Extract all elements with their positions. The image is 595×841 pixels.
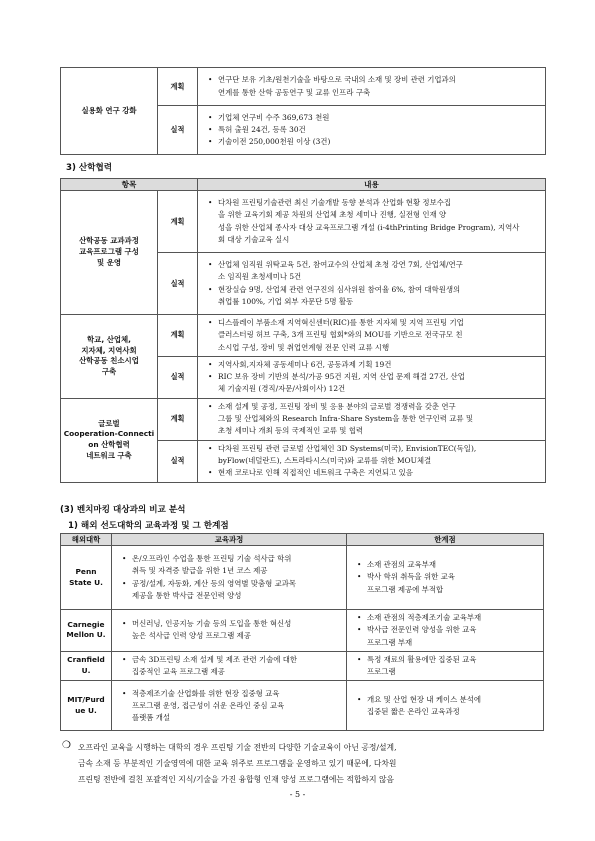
header-content: 내용 xyxy=(198,179,546,191)
kind-result: 실적 xyxy=(158,106,198,155)
section-title: 3) 산학협력 xyxy=(66,163,113,173)
list-item: • 기술이전 250,000천원 이상 (3건) xyxy=(218,136,541,148)
list-item: • 소재 관점의 적층제조기술 교육부재 xyxy=(367,612,539,624)
list-item: • 다차원 프린팅 관련 글로벌 산업체인 3D Systems(미국), EnvisionTEC(독일), byFlow(네덜란드), 스트라타시스(미국)와 교류를 위한 MOU체결 xyxy=(218,443,541,468)
row-header-curriculum: 산학공동 교과과정 교육프로그램 구성 및 운영 xyxy=(61,191,158,315)
university-name: MIT/Purd ue U. xyxy=(61,681,112,731)
list-item: • 온/오프라인 수업을 통한 프린팅 기술 석사급 학위 취득 및 자격증 발급을 위한 1년 코스 제공 xyxy=(132,553,342,578)
list-item: • 특정 재료의 활용에만 집중된 교육 프로그램 xyxy=(367,654,539,679)
list-item: • 박사급 전문인력 양성을 위한 교육 프로그램 부재 xyxy=(367,624,539,649)
page-number: - 5 - xyxy=(289,790,306,799)
kind-plan: 계획 xyxy=(158,191,198,253)
list-item: • RIC 보유 장비 기반의 분석/가공 95건 지원, 지역 산업 문제 해결 27건, 산업 체 기술지원 (경직/자문/사회이사) 12건 xyxy=(218,371,541,396)
section-subtitle: 1) 해외 선도대학의 교육과정 및 그 한계점 xyxy=(68,521,229,531)
kind-result: 실적 xyxy=(158,253,198,315)
header-curriculum: 교육과정 xyxy=(112,534,347,546)
paragraph-text: 오프라인 교육을 시행하는 대학의 경우 프린팅 기술 전반의 다양한 기술교육이 아닌 공정/설계, 금속 소재 등 부분적인 기술영역에 대한 교육 위주로 프로그램을 운영하고 있기 때문에, 다차원 프린팅 전반에 걸친 포괄적인 지식/기술을 가진 융합형 인재 양성 프로그램에는 적합하지 않음 xyxy=(78,743,397,784)
list-item: • 특허 출원 24건, 등록 30건 xyxy=(218,124,541,136)
list-item: • 디스플레이 부품소재 지역혁신센터(RIC)를 통한 지자체 및 지역 프린팅 기업 클러스터링 허브 구축, 3개 프린팅 협회*와의 MOU를 기반으로 전국규모 친 소시업 구성, 장비 및 취업연계형 전문 인력 교류 시행 xyxy=(218,317,541,354)
benchmark-table xyxy=(60,533,544,731)
list-item: • 산업체 임직원 위탁교육 5건, 참여교수의 산업체 초청 강연 7회, 산업체/연구 소 임직원 초청세미나 5건 xyxy=(218,259,541,284)
industry-cooperation-table xyxy=(60,178,546,483)
header-limitation: 한계점 xyxy=(347,534,544,546)
list-item: • 개요 및 산업 현장 내 케이스 분석에 집중된 짧은 온라인 교육과정 xyxy=(367,694,539,719)
list-item: • 연구단 보유 기초/원천기술을 바탕으로 국내의 소재 및 장비 관련 기업과의 연계를 통한 산학 공동연구 및 교류 인프라 구축 xyxy=(218,74,541,99)
research-table xyxy=(60,67,546,155)
header-item: 항목 xyxy=(61,179,198,191)
list-item: • 소재 관점의 교육부재 xyxy=(367,559,539,571)
paragraph-bullet-icon: ❍ xyxy=(62,740,71,751)
list-item: • 금속 3D프린팅 소재 설계 및 제조 관련 기술에 대한 집중적인 교육 프로그램 제공 xyxy=(132,654,342,679)
list-item: • 소재 설계 및 공정, 프린팅 장비 및 응용 분야의 글로벌 경쟁력을 갖춘 연구 그룹 및 산업체와의 Research Infra-Share System을 통한 연구인력 교류 및 초청 세미나 개최 등의 국제적인 교류 및 협력 xyxy=(218,401,541,438)
kind-plan: 계획 xyxy=(158,398,198,440)
list-item: • 다차원 프린팅기술관련 최신 기술개발 동향 분석과 산업화 현황 정보수집 을 위한 교육기회 제공 차원의 산업체 초청 세미나 진행, 실전형 인재 양 성을 위한 산업체 종사자 대상 교육프로그램 개설 (i-4thPrinting Bridge Program), 지역사 회 대상 기술교육 실시 xyxy=(218,197,541,246)
row-header-global-network: 글로벌 Cooperation-Connecti on 산학협력 네트워크 구축 xyxy=(61,398,158,482)
list-item: • 현재 코로나로 인해 직접적인 네트워크 구축은 지연되고 있음 xyxy=(218,467,541,479)
university-name: Cranfield U. xyxy=(61,651,112,681)
university-name: Carnegie Mellon U. xyxy=(61,610,112,652)
kind-plan: 계획 xyxy=(158,315,198,357)
kind-plan: 계획 xyxy=(158,68,198,106)
row-header-practical-research: 실용화 연구 강화 xyxy=(61,68,158,155)
list-item: • 공정/설계, 자동화, 계산 등의 영역별 맞춤형 교과목 제공을 통한 박사급 전문인력 양성 xyxy=(132,578,342,603)
kind-result: 실적 xyxy=(158,356,198,398)
list-item: • 기업체 연구비 수주 369,673 천원 xyxy=(218,112,541,124)
list-item: • 지역사회,지자체 공동세미나 6건, 공동과제 기획 19건 xyxy=(218,359,541,371)
list-item: • 박사 학위 취득을 위한 교육 프로그램 제공에 부적합 xyxy=(367,571,539,596)
kind-result: 실적 xyxy=(158,440,198,482)
list-item: • 머신러닝, 인공지능 기술 등의 도입을 통한 혁신성 높은 석사급 인력 양성 프로그램 제공 xyxy=(132,618,342,643)
header-university: 해외대학 xyxy=(61,534,112,546)
list-item: • 적층제조기술 산업화를 위한 현장 집중형 교육 프로그램 운영, 접근성이 쉬운 온라인 중심 교육 플랫폼 개설 xyxy=(132,688,342,725)
university-name: Penn State U. xyxy=(61,546,112,610)
list-item: • 현장실습 9명, 산업체 관련 연구진의 심사위원 참여율 6%, 참여 대학원생의 취업률 100%, 기업 외부 자문단 5명 활동 xyxy=(218,284,541,309)
row-header-regional-cooperation: 학교, 산업체, 지자체, 지역사회 산학공동 친소시업 구축 xyxy=(61,315,158,399)
section-title: (3) 벤치마킹 대상과의 비교 분석 xyxy=(60,505,186,515)
